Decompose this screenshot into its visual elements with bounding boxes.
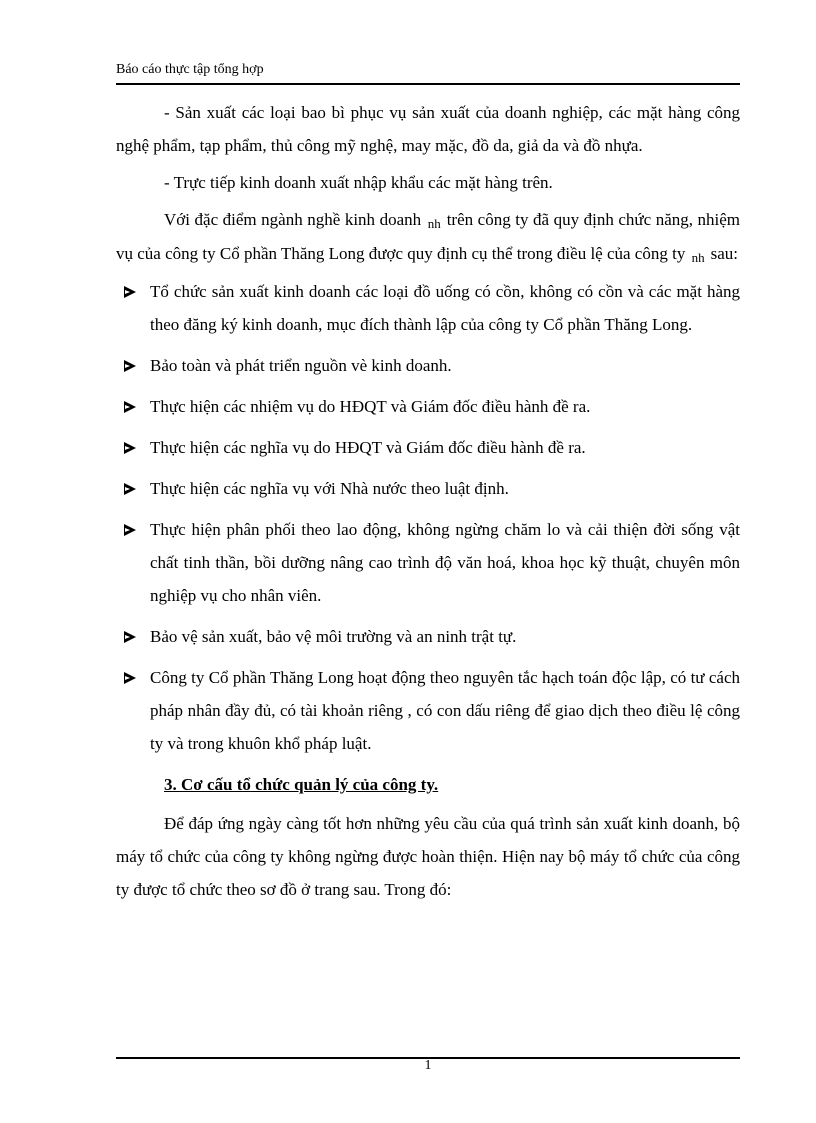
paragraph-import-export: - Trực tiếp kinh doanh xuất nhập khẩu các mặt hàng trên. <box>164 173 553 192</box>
list-item-text: Thực hiện các nhiệm vụ do HĐQT và Giám đốc điều hành đề ra. <box>150 397 591 416</box>
duties-list <box>116 275 740 760</box>
list-item <box>116 349 740 382</box>
paragraph-packaging: - Sản xuất các loại bao bì phục vụ sản xuất của doanh nghiệp, các mặt hàng công nghệ phẩm, tạp phẩm, thủ công mỹ nghệ, may mặc, đồ da, giả da và đồ nhựa. <box>116 103 740 155</box>
intro-text-c: sau: <box>710 244 738 263</box>
list-item-text: Thực hiện phân phối theo lao động, không ngừng chăm lo và cải thiện đời sống vật chất tinh thần, bồi dưỡng nâng cao trình độ văn hoá, khoa học kỹ thuật, chuyên môn nghiệp vụ cho nhân viên. <box>150 520 740 605</box>
list-item-text: Thực hiện các nghĩa vụ do HĐQT và Giám đốc điều hành đề ra. <box>150 438 586 457</box>
list-item-text: Công ty Cổ phần Thăng Long hoạt động theo nguyên tắc hạch toán độc lập, có tư cách pháp nhân đầy đủ, có tài khoản riêng , có con dấu riêng để giao dịch theo điều lệ công ty và trong khuôn khổ pháp luật. <box>150 668 740 753</box>
list-item-text: Bảo vệ sản xuất, bảo vệ môi trường và an ninh trật tự. <box>150 627 517 646</box>
list-item <box>116 513 740 612</box>
section-heading: 3. Cơ cấu tổ chức quản lý của công ty. <box>164 775 439 794</box>
intro-text-a: Với đặc điểm ngành nghề kinh doanh <box>164 210 422 229</box>
intro-text-b: trên công ty đã quy định chức năng, nhiệm vụ của công ty Cổ phần Thăng Long được quy định cụ thể trong điều lệ của công ty <box>116 210 741 263</box>
page-header-title: Báo cáo thực tập tổng hợp <box>116 62 264 77</box>
arrow-bullet-icon <box>124 286 136 298</box>
paragraph-functions-intro <box>116 203 740 271</box>
list-item <box>116 431 740 464</box>
arrow-bullet-icon <box>124 483 136 495</box>
list-item-text: Tổ chức sản xuất kinh doanh các loại đồ uống có cồn, không có cồn và các mặt hàng theo đăng ký kinh doanh, mục đích thành lập của công ty Cổ phần Thăng Long. <box>150 282 740 334</box>
intro-fragment-2: nh <box>691 250 705 265</box>
list-item <box>116 275 740 341</box>
list-item <box>116 472 740 505</box>
arrow-bullet-icon <box>124 524 136 536</box>
list-item <box>116 661 740 760</box>
list-item-text: Bảo toàn và phát triển nguồn vè kinh doanh. <box>150 356 452 375</box>
header-divider <box>116 83 740 85</box>
arrow-bullet-icon <box>124 401 136 413</box>
list-item <box>116 620 740 653</box>
document-body <box>116 96 740 910</box>
arrow-bullet-icon <box>124 631 136 643</box>
arrow-bullet-icon <box>124 442 136 454</box>
arrow-bullet-icon <box>124 360 136 372</box>
intro-fragment-1: nh <box>427 216 441 231</box>
page-number: 1 <box>424 1058 432 1073</box>
list-item-text: Thực hiện các nghĩa vụ với Nhà nước theo luật định. <box>150 479 509 498</box>
paragraph-org-structure: Để đáp ứng ngày càng tốt hơn những yêu cầu của quá trình sản xuất kinh doanh, bộ máy tổ chức của công ty không ngừng được hoàn thiện. Hiện nay bộ máy tổ chức của công ty được tổ chức theo sơ đồ ở trang sau. Trong đó: <box>116 814 740 899</box>
arrow-bullet-icon <box>124 672 136 684</box>
list-item <box>116 390 740 423</box>
